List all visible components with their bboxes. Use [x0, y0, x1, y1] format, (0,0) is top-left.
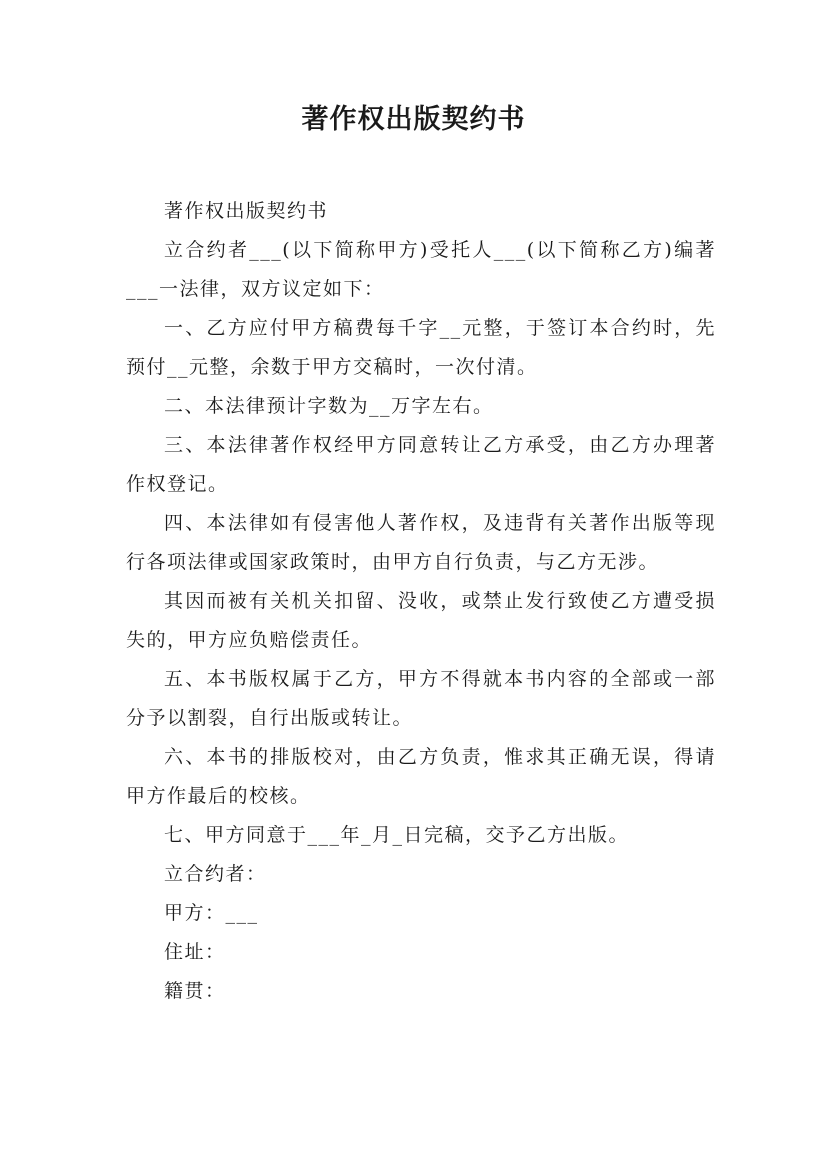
paragraph-clause-6: 六、本书的排版校对，由乙方负责，惟求其正确无误，得请甲方作最后的校核。 [126, 746, 716, 807]
paragraph-native-place: 籍贯： [164, 980, 226, 1002]
paragraph-address: 住址： [164, 941, 226, 963]
paragraph-clause-4: 四、本法律如有侵害他人著作权，及违背有关著作出版等现行各项法律或国家政策时，由甲方自行负责，与乙方无涉。 [126, 512, 716, 573]
paragraph-clause-7: 七、甲方同意于___年_月_日完稿，交予乙方出版。 [164, 824, 630, 846]
paragraph-heading: 著作权出版契约书 [164, 200, 329, 222]
document-title: 著作权出版契约书 [301, 104, 526, 135]
paragraph-signatories: 立合约者： [164, 863, 267, 885]
paragraph-clause-3: 三、本法律著作权经甲方同意转让乙方承受，由乙方办理著作权登记。 [126, 434, 716, 495]
paragraph-clause-4-cont: 其因而被有关机关扣留、没收，或禁止发行致使乙方遭受损失的，甲方应负赔偿责任。 [126, 590, 716, 651]
paragraph-party-a: 甲方：___ [164, 902, 259, 924]
paragraph-clause-1: 一、乙方应付甲方稿费每千字__元整，于签订本合约时，先预付__元整，余数于甲方交稿时，一次付清。 [126, 317, 716, 378]
document-body [126, 192, 716, 1011]
paragraph-clause-2: 二、本法律预计字数为__万字左右。 [164, 395, 494, 417]
paragraph-clause-5: 五、本书版权属于乙方，甲方不得就本书内容的全部或一部分予以割裂，自行出版或转让。 [126, 668, 716, 729]
paragraph-parties: 立合约者___(以下简称甲方)受托人___(以下简称乙方)编著___一法律，双方议定如下： [126, 239, 716, 300]
